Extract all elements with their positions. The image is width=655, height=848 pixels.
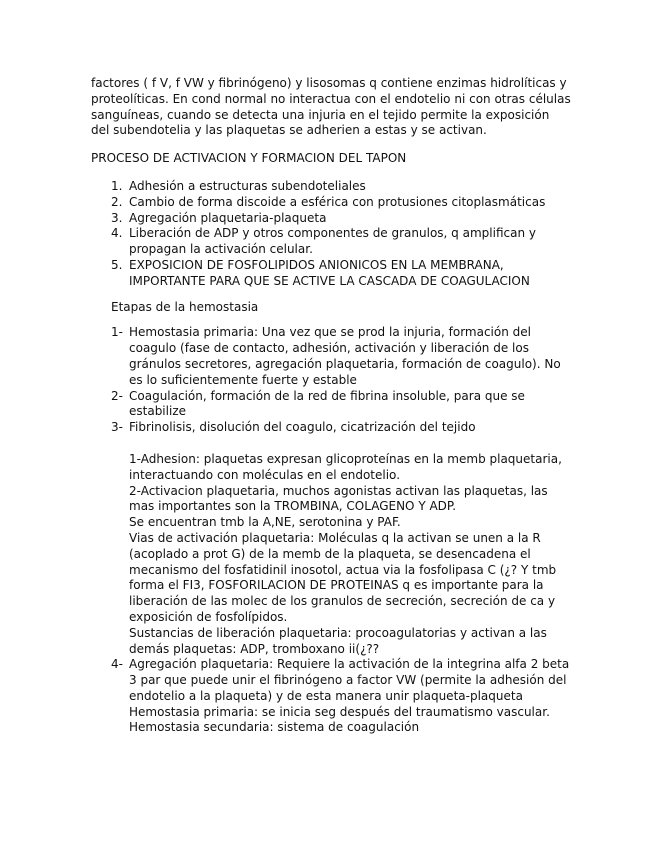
section-heading: PROCESO DE ACTIVACION Y FORMACION DEL TAPON — [91, 151, 407, 166]
list-number: 1- — [111, 325, 123, 340]
list-item — [91, 226, 571, 258]
list-number: 2. — [111, 194, 123, 209]
document-page — [91, 76, 571, 736]
detail-vias-activacion: Vias de activación plaquetaria: Moléculas q la activan se unen a la R (acoplado a prot G) de la memb de la plaqueta, se desencadena el mecanismo del fosfatidinil inosotol, actua via la fosfolipasa C (¿? Y tmb forma el FI3, FOSFORILACION DE PROTEINAS q es importante para la liberación de las molec de los granulos de secreción, secreción de ca y exposición de fosfolípidos. — [129, 530, 557, 624]
stage-4-item — [91, 657, 571, 736]
stage4-agregacion: Agregación plaquetaria: Requiere la activación de la integrina alfa 2 beta 3 par que puede unir el fibrinógeno a factor VW (permite la adhesión del endotelio a la plaqueta) y de esta manera unir plaqueta-plaqueta — [129, 657, 570, 703]
stages-list — [91, 325, 571, 436]
list-item — [91, 195, 571, 211]
list-number: 4- — [111, 657, 123, 672]
details-block — [129, 452, 571, 657]
intro-paragraph: factores ( f V, f VW y fibrinógeno) y lisosomas q contiene enzimas hidrolíticas y proteolíticas. En cond normal no interactua con el endotelio ni con otras células sanguíneas, cuando se detecta una injuria en el tejido permite la exposición del subendotelia y las plaquetas se adherien a estas y se activan. — [91, 76, 571, 138]
list-item-text: EXPOSICION DE FOSFOLIPIDOS ANIONICOS EN LA MEMBRANA, IMPORTANTE PARA QUE SE ACTIVE LA CASCADA DE COAGULACION — [129, 257, 530, 288]
list-item-text: Hemostasia primaria: Una vez que se prod la injuria, formación del coagulo (fase de contacto, adhesión, activación y liberación de los gránulos secretores, agregación plaquetaria, formación de coagulo). No es lo suficientemente fuerte y estable — [129, 325, 561, 387]
list-item-text: Adhesión a estructuras subendoteliales — [129, 178, 366, 193]
detail-otros-agonistas: Se encuentran tmb la A,NE, serotonina y PAF. — [129, 515, 401, 530]
list-number: 3. — [111, 210, 123, 225]
list-number: 2- — [111, 388, 123, 403]
stage4-hemostasia-secundaria: Hemostasia secundaria: sistema de coagulación — [129, 720, 420, 735]
list-number: 5. — [111, 257, 123, 272]
list-item — [91, 211, 571, 227]
list-item-text: Coagulación, formación de la red de fibrina insoluble, para que se estabilize — [129, 388, 525, 419]
detail-activacion: 2-Activacion plaquetaria, muchos agonistas activan las plaquetas, las mas importantes son la TROMBINA, COLAGENO Y ADP. — [129, 483, 548, 514]
list-number: 4. — [111, 226, 123, 241]
detail-sustancias-liberacion: Sustancias de liberación plaquetaria: procoagulatorias y activan a las demás plaquetas: ADP, tromboxano ii(¿?? — [129, 625, 547, 656]
list-number: 3- — [111, 420, 123, 435]
stages-heading: Etapas de la hemostasia — [111, 299, 259, 314]
list-item-text: Agregación plaquetaria-plaqueta — [129, 210, 327, 225]
list-item-text: Liberación de ADP y otros componentes de granulos, q amplifican y propagan la activación celular. — [129, 226, 536, 257]
list-item — [91, 258, 571, 290]
list-item — [91, 420, 571, 436]
list-item — [91, 179, 571, 195]
list-item-text: Cambio de forma discoide a esférica con protusiones citoplasmáticas — [129, 194, 546, 209]
list-item-text: Fibrinolisis, disolución del coagulo, cicatrización del tejido — [129, 420, 476, 435]
stage4-hemostasia-primaria: Hemostasia primaria: se inicia seg después del traumatismo vascular. — [129, 704, 550, 719]
detail-adhesion: 1-Adhesion: plaquetas expresan glicoproteínas en la memb plaquetaria, interactuando con moléculas en el endotelio. — [129, 451, 562, 482]
activation-steps-list — [91, 179, 571, 290]
list-item — [91, 389, 571, 421]
list-item — [91, 325, 571, 388]
list-number: 1. — [111, 178, 123, 193]
